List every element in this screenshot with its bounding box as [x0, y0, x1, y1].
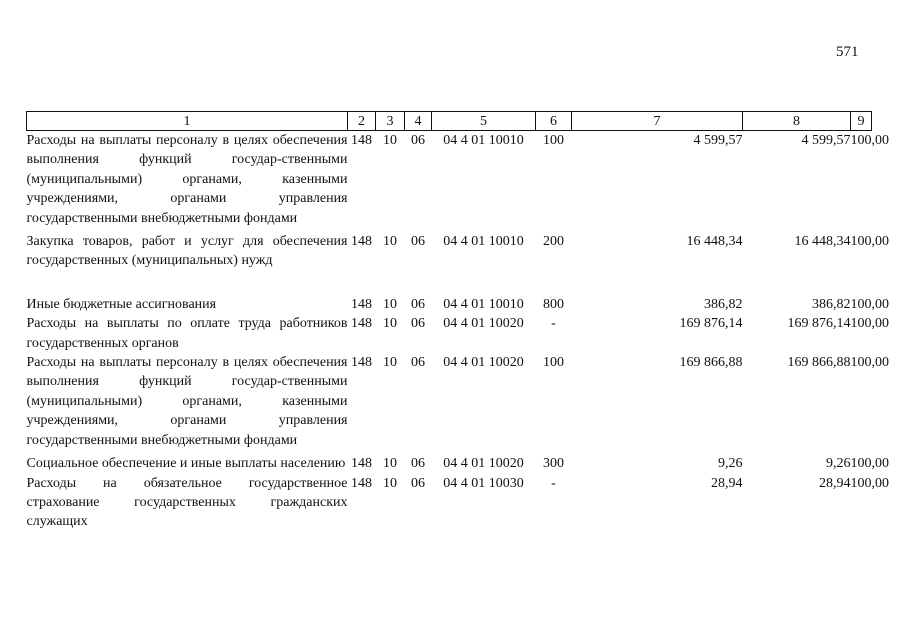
budget-table	[26, 111, 889, 532]
row-amount-plan: 9,26	[718, 456, 743, 472]
col-header-2: 2	[348, 112, 376, 131]
row-admin-code: 148	[351, 475, 372, 491]
row-admin-code: 148	[351, 316, 372, 332]
table-row	[27, 314, 872, 353]
row-amount-executed: 169 876,14	[787, 316, 851, 332]
row-expense-type: -	[551, 316, 556, 332]
row-expense-type: 100	[543, 355, 564, 371]
table-row	[27, 232, 872, 295]
row-description: Расходы на выплаты по оплате труда работников государственных органов	[26, 316, 348, 351]
table-row	[27, 353, 872, 454]
row-section: 10	[383, 234, 397, 250]
row-admin-code: 148	[351, 133, 372, 148]
row-subsection: 06	[411, 133, 425, 148]
row-amount-plan: 4 599,57	[693, 133, 743, 148]
row-section: 10	[383, 316, 397, 332]
row-admin-code: 148	[351, 296, 372, 312]
row-expense-type: 800	[543, 296, 564, 312]
row-target-article: 04 4 01 10030	[443, 475, 524, 491]
row-target-article: 04 4 01 10020	[443, 316, 524, 332]
row-section: 10	[383, 456, 397, 472]
col-header-8: 8	[743, 112, 851, 131]
col-header-3: 3	[376, 112, 405, 131]
table-row	[27, 454, 872, 473]
col-header-5: 5	[432, 112, 536, 131]
row-amount-plan: 28,94	[711, 475, 743, 491]
row-percent: 100,00	[850, 355, 889, 371]
row-subsection: 06	[411, 296, 425, 312]
row-target-article: 04 4 01 10020	[443, 355, 524, 371]
row-amount-executed: 9,26	[826, 456, 851, 472]
row-percent: 100,00	[850, 316, 889, 332]
col-header-1: 1	[27, 112, 348, 131]
row-expense-type: 200	[543, 234, 564, 250]
table-row	[27, 295, 872, 314]
row-description: Иные бюджетные ассигнования	[26, 296, 217, 312]
row-subsection: 06	[411, 456, 425, 472]
row-section: 10	[383, 133, 397, 148]
page-number: 571	[836, 44, 859, 60]
row-description: Расходы на выплаты персоналу в целях обеспечения выполнения функций государ-ственными (муниципальными) органами, казенными учреждениями, органами управления государственными внебюджетными фондами	[26, 355, 348, 448]
row-percent: 100,00	[850, 456, 889, 472]
table-row	[27, 474, 872, 532]
row-subsection: 06	[411, 475, 425, 491]
col-header-4: 4	[405, 112, 432, 131]
row-amount-plan: 169 876,14	[679, 316, 743, 332]
row-amount-plan: 386,82	[704, 296, 743, 312]
header-row	[27, 112, 872, 131]
col-header-9: 9	[851, 112, 872, 131]
row-percent: 100,00	[850, 234, 889, 250]
row-amount-executed: 4 599,57	[801, 133, 851, 148]
row-expense-type: 100	[543, 133, 564, 148]
col-header-7: 7	[572, 112, 743, 131]
row-section: 10	[383, 475, 397, 491]
row-subsection: 06	[411, 355, 425, 371]
row-description: Социальное обеспечение и иные выплаты населению	[26, 456, 346, 472]
col-header-6: 6	[536, 112, 572, 131]
row-description: Расходы на выплаты персоналу в целях обеспечения выполнения функций государ-ственными (муниципальными) органами, казенными учреждениями, органами управления государственными внебюджетными фондами	[26, 133, 348, 226]
row-amount-executed: 28,94	[819, 475, 851, 491]
row-admin-code: 148	[351, 234, 372, 250]
row-percent: 100,00	[850, 133, 889, 148]
row-percent: 100,00	[850, 296, 889, 312]
row-amount-plan: 16 448,34	[686, 234, 743, 250]
row-amount-executed: 169 866,88	[787, 355, 851, 371]
row-description: Расходы на обязательное государственное страхование государственных гражданских служащих	[26, 475, 348, 530]
row-admin-code: 148	[351, 355, 372, 371]
table-row	[27, 131, 872, 233]
row-target-article: 04 4 01 10010	[443, 234, 524, 250]
row-expense-type: 300	[543, 456, 564, 472]
row-target-article: 04 4 01 10010	[443, 296, 524, 312]
row-subsection: 06	[411, 234, 425, 250]
row-section: 10	[383, 355, 397, 371]
row-expense-type: -	[551, 475, 556, 491]
row-amount-plan: 169 866,88	[679, 355, 743, 371]
row-subsection: 06	[411, 316, 425, 332]
row-amount-executed: 16 448,34	[794, 234, 851, 250]
row-amount-executed: 386,82	[812, 296, 851, 312]
row-target-article: 04 4 01 10020	[443, 456, 524, 472]
row-admin-code: 148	[351, 456, 372, 472]
row-description: Закупка товаров, работ и услуг для обеспечения государственных (муниципальных) нужд	[26, 234, 348, 269]
row-section: 10	[383, 296, 397, 312]
row-target-article: 04 4 01 10010	[443, 133, 524, 148]
row-percent: 100,00	[850, 475, 889, 491]
